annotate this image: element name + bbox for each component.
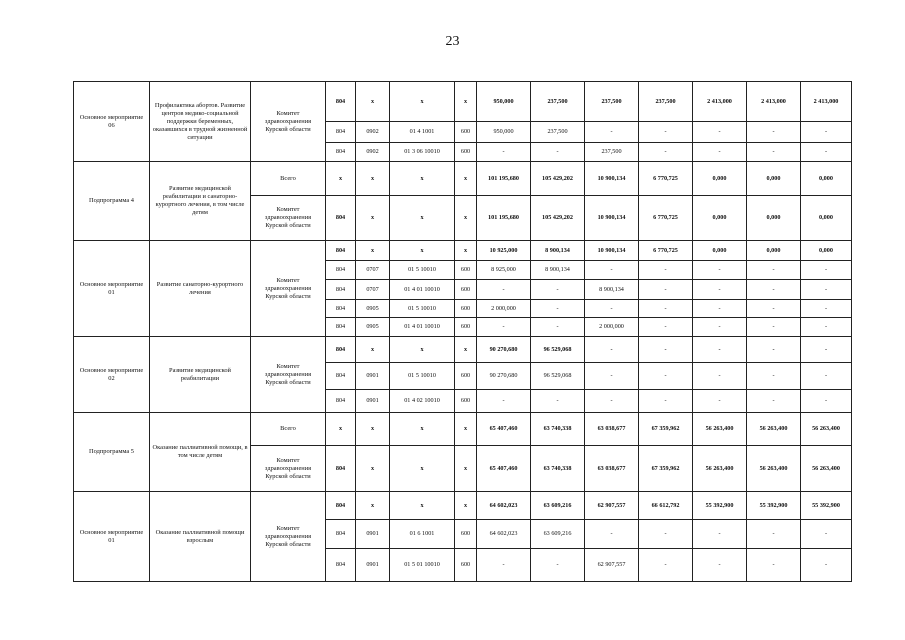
- table-row: [74, 241, 852, 261]
- amount-cell: 56 263,400: [801, 446, 852, 492]
- program-level-cell: Основное мероприятие 06: [74, 82, 150, 162]
- grbs-cell: 804: [326, 337, 356, 363]
- rz-pr-cell: 0707: [356, 261, 390, 280]
- amount-cell: -: [477, 549, 531, 582]
- executor-cell: Комитет здравоохранения Курской области: [251, 241, 326, 337]
- csr-cell: x: [390, 446, 455, 492]
- amount-cell: -: [801, 318, 852, 337]
- amount-cell: 67 359,962: [639, 446, 693, 492]
- amount-cell: 63 740,338: [531, 446, 585, 492]
- rz-pr-cell: x: [356, 337, 390, 363]
- amount-cell: 63 609,216: [531, 520, 585, 549]
- amount-cell: -: [801, 143, 852, 162]
- rz-pr-cell: x: [356, 162, 390, 196]
- amount-cell: 56 263,400: [693, 446, 747, 492]
- amount-cell: -: [639, 300, 693, 318]
- rz-pr-cell: x: [356, 196, 390, 241]
- program-name-cell: Оказание паллиативной помощи, в том числе детям: [150, 413, 251, 492]
- program-level-cell: Подпрограмма 4: [74, 162, 150, 241]
- table-row: [74, 162, 852, 196]
- amount-cell: -: [693, 122, 747, 143]
- csr-cell: 01 5 01 10010: [390, 549, 455, 582]
- rz-pr-cell: 0901: [356, 549, 390, 582]
- amount-cell: 8 900,134: [585, 280, 639, 300]
- executor-cell: Комитет здравоохранения Курской области: [251, 446, 326, 492]
- amount-cell: -: [693, 143, 747, 162]
- amount-cell: -: [747, 363, 801, 390]
- amount-cell: -: [585, 122, 639, 143]
- amount-cell: 237,500: [639, 82, 693, 122]
- amount-cell: -: [585, 520, 639, 549]
- amount-cell: -: [531, 390, 585, 413]
- amount-cell: 96 529,068: [531, 337, 585, 363]
- amount-cell: 237,500: [585, 82, 639, 122]
- amount-cell: -: [477, 318, 531, 337]
- amount-cell: 8 925,000: [477, 261, 531, 280]
- amount-cell: -: [585, 337, 639, 363]
- amount-cell: -: [801, 549, 852, 582]
- amount-cell: -: [639, 122, 693, 143]
- amount-cell: 237,500: [531, 122, 585, 143]
- vr-cell: 600: [455, 363, 477, 390]
- amount-cell: 6 770,725: [639, 241, 693, 261]
- amount-cell: 0,000: [693, 241, 747, 261]
- rz-pr-cell: 0707: [356, 280, 390, 300]
- amount-cell: -: [801, 337, 852, 363]
- program-name-cell: Профилактика абортов. Развитие центров медико-социальной поддержки беременных, оказавшихся в трудной жизненной ситуации: [150, 82, 251, 162]
- vr-cell: 600: [455, 300, 477, 318]
- vr-cell: x: [455, 446, 477, 492]
- csr-cell: 01 3 06 10010: [390, 143, 455, 162]
- csr-cell: x: [390, 241, 455, 261]
- amount-cell: -: [693, 318, 747, 337]
- csr-cell: x: [390, 162, 455, 196]
- csr-cell: x: [390, 196, 455, 241]
- amount-cell: 90 270,680: [477, 363, 531, 390]
- amount-cell: -: [477, 143, 531, 162]
- amount-cell: -: [747, 390, 801, 413]
- amount-cell: -: [531, 318, 585, 337]
- amount-cell: -: [693, 520, 747, 549]
- vr-cell: x: [455, 82, 477, 122]
- rz-pr-cell: 0905: [356, 300, 390, 318]
- rz-pr-cell: x: [356, 413, 390, 446]
- amount-cell: 8 900,134: [531, 261, 585, 280]
- grbs-cell: 804: [326, 122, 356, 143]
- amount-cell: -: [639, 390, 693, 413]
- csr-cell: 01 5 10010: [390, 261, 455, 280]
- amount-cell: -: [747, 122, 801, 143]
- amount-cell: -: [747, 520, 801, 549]
- amount-cell: -: [531, 280, 585, 300]
- amount-cell: -: [639, 261, 693, 280]
- page-number: 23: [445, 34, 460, 49]
- csr-cell: 01 4 1001: [390, 122, 455, 143]
- csr-cell: x: [390, 492, 455, 520]
- csr-cell: x: [390, 413, 455, 446]
- program-level-cell: Основное мероприятие 02: [74, 337, 150, 413]
- vr-cell: x: [455, 196, 477, 241]
- grbs-cell: 804: [326, 280, 356, 300]
- amount-cell: 65 407,460: [477, 446, 531, 492]
- program-name-cell: Развитие медицинской реабилитации и санаторно-курортного лечения, в том числе детям: [150, 162, 251, 241]
- amount-cell: 56 263,400: [747, 446, 801, 492]
- grbs-cell: x: [326, 162, 356, 196]
- grbs-cell: 804: [326, 82, 356, 122]
- amount-cell: 10 900,134: [585, 241, 639, 261]
- program-name-cell: Развитие медицинской реабилитации: [150, 337, 251, 413]
- vr-cell: 600: [455, 143, 477, 162]
- amount-cell: -: [477, 390, 531, 413]
- amount-cell: 950,000: [477, 122, 531, 143]
- amount-cell: 950,000: [477, 82, 531, 122]
- amount-cell: -: [801, 363, 852, 390]
- amount-cell: -: [693, 300, 747, 318]
- grbs-cell: 804: [326, 318, 356, 337]
- rz-pr-cell: 0902: [356, 143, 390, 162]
- amount-cell: -: [477, 280, 531, 300]
- rz-pr-cell: x: [356, 446, 390, 492]
- csr-cell: x: [390, 337, 455, 363]
- amount-cell: 62 907,557: [585, 549, 639, 582]
- grbs-cell: 804: [326, 300, 356, 318]
- grbs-cell: 804: [326, 363, 356, 390]
- amount-cell: 2 413,000: [747, 82, 801, 122]
- amount-cell: -: [747, 337, 801, 363]
- amount-cell: -: [747, 300, 801, 318]
- grbs-cell: 804: [326, 196, 356, 241]
- vr-cell: 600: [455, 280, 477, 300]
- amount-cell: -: [585, 363, 639, 390]
- amount-cell: 0,000: [801, 241, 852, 261]
- amount-cell: 101 195,680: [477, 196, 531, 241]
- table-body: [74, 82, 852, 582]
- grbs-cell: x: [326, 413, 356, 446]
- amount-cell: -: [693, 280, 747, 300]
- amount-cell: 55 392,900: [801, 492, 852, 520]
- rz-pr-cell: x: [356, 492, 390, 520]
- vr-cell: 600: [455, 122, 477, 143]
- amount-cell: 56 263,400: [747, 413, 801, 446]
- csr-cell: 01 4 01 10010: [390, 280, 455, 300]
- csr-cell: 01 5 10010: [390, 363, 455, 390]
- grbs-cell: 804: [326, 261, 356, 280]
- grbs-cell: 804: [326, 520, 356, 549]
- amount-cell: -: [801, 390, 852, 413]
- vr-cell: 600: [455, 549, 477, 582]
- amount-cell: -: [693, 363, 747, 390]
- program-name-cell: Оказание паллиативной помощи взрослым: [150, 492, 251, 582]
- csr-cell: 01 5 10010: [390, 300, 455, 318]
- amount-cell: 96 529,068: [531, 363, 585, 390]
- amount-cell: -: [693, 261, 747, 280]
- amount-cell: 8 900,134: [531, 241, 585, 261]
- amount-cell: -: [801, 280, 852, 300]
- csr-cell: 01 6 1001: [390, 520, 455, 549]
- amount-cell: -: [585, 390, 639, 413]
- amount-cell: 66 612,792: [639, 492, 693, 520]
- amount-cell: 10 925,000: [477, 241, 531, 261]
- amount-cell: -: [585, 261, 639, 280]
- amount-cell: 2 000,000: [477, 300, 531, 318]
- amount-cell: 105 429,202: [531, 196, 585, 241]
- program-name-cell: Развитие санаторно-курортного лечения: [150, 241, 251, 337]
- executor-cell: Комитет здравоохранения Курской области: [251, 82, 326, 162]
- table-row: [74, 337, 852, 363]
- amount-cell: -: [531, 300, 585, 318]
- amount-cell: 55 392,900: [693, 492, 747, 520]
- executor-cell: Комитет здравоохранения Курской области: [251, 337, 326, 413]
- rz-pr-cell: 0902: [356, 122, 390, 143]
- amount-cell: -: [693, 390, 747, 413]
- executor-cell: Всего: [251, 162, 326, 196]
- amount-cell: 10 900,134: [585, 196, 639, 241]
- vr-cell: x: [455, 413, 477, 446]
- grbs-cell: 804: [326, 492, 356, 520]
- program-level-cell: Подпрограмма 5: [74, 413, 150, 492]
- amount-cell: -: [639, 520, 693, 549]
- rz-pr-cell: x: [356, 241, 390, 261]
- amount-cell: 63 038,677: [585, 413, 639, 446]
- table-row: [74, 82, 852, 122]
- csr-cell: 01 4 02 10010: [390, 390, 455, 413]
- amount-cell: -: [801, 520, 852, 549]
- amount-cell: -: [747, 261, 801, 280]
- amount-cell: -: [639, 363, 693, 390]
- amount-cell: 62 907,557: [585, 492, 639, 520]
- csr-cell: x: [390, 82, 455, 122]
- amount-cell: 0,000: [693, 196, 747, 241]
- amount-cell: 0,000: [801, 162, 852, 196]
- vr-cell: x: [455, 337, 477, 363]
- amount-cell: 63 609,216: [531, 492, 585, 520]
- amount-cell: -: [531, 143, 585, 162]
- amount-cell: -: [747, 549, 801, 582]
- amount-cell: 2 000,000: [585, 318, 639, 337]
- grbs-cell: 804: [326, 143, 356, 162]
- csr-cell: 01 4 01 10010: [390, 318, 455, 337]
- amount-cell: -: [531, 549, 585, 582]
- rz-pr-cell: 0901: [356, 390, 390, 413]
- amount-cell: 237,500: [585, 143, 639, 162]
- vr-cell: x: [455, 241, 477, 261]
- amount-cell: -: [693, 337, 747, 363]
- executor-cell: Комитет здравоохранения Курской области: [251, 196, 326, 241]
- budget-table: [73, 81, 852, 582]
- amount-cell: 6 770,725: [639, 196, 693, 241]
- amount-cell: 65 407,460: [477, 413, 531, 446]
- vr-cell: 600: [455, 520, 477, 549]
- amount-cell: 63 740,338: [531, 413, 585, 446]
- amount-cell: -: [639, 549, 693, 582]
- amount-cell: 105 429,202: [531, 162, 585, 196]
- executor-cell: Комитет здравоохранения Курской области: [251, 492, 326, 582]
- program-level-cell: Основное мероприятие 01: [74, 492, 150, 582]
- program-level-cell: Основное мероприятие 01: [74, 241, 150, 337]
- amount-cell: 64 602,023: [477, 520, 531, 549]
- executor-cell: Всего: [251, 413, 326, 446]
- rz-pr-cell: 0901: [356, 520, 390, 549]
- amount-cell: 10 900,134: [585, 162, 639, 196]
- amount-cell: -: [747, 143, 801, 162]
- table-row: [74, 492, 852, 520]
- amount-cell: 56 263,400: [801, 413, 852, 446]
- rz-pr-cell: x: [356, 82, 390, 122]
- amount-cell: -: [747, 318, 801, 337]
- grbs-cell: 804: [326, 549, 356, 582]
- amount-cell: -: [639, 318, 693, 337]
- amount-cell: 2 413,000: [693, 82, 747, 122]
- vr-cell: x: [455, 492, 477, 520]
- amount-cell: 56 263,400: [693, 413, 747, 446]
- amount-cell: 0,000: [747, 196, 801, 241]
- amount-cell: 0,000: [801, 196, 852, 241]
- amount-cell: 237,500: [531, 82, 585, 122]
- rz-pr-cell: 0901: [356, 363, 390, 390]
- amount-cell: 0,000: [747, 241, 801, 261]
- amount-cell: 101 195,680: [477, 162, 531, 196]
- grbs-cell: 804: [326, 241, 356, 261]
- table-row: [74, 413, 852, 446]
- amount-cell: 2 413,000: [801, 82, 852, 122]
- amount-cell: 63 038,677: [585, 446, 639, 492]
- grbs-cell: 804: [326, 446, 356, 492]
- amount-cell: -: [801, 300, 852, 318]
- amount-cell: 90 270,680: [477, 337, 531, 363]
- rz-pr-cell: 0905: [356, 318, 390, 337]
- amount-cell: 67 359,962: [639, 413, 693, 446]
- vr-cell: 600: [455, 390, 477, 413]
- amount-cell: 0,000: [747, 162, 801, 196]
- amount-cell: -: [639, 280, 693, 300]
- amount-cell: -: [639, 143, 693, 162]
- amount-cell: -: [747, 280, 801, 300]
- amount-cell: 55 392,900: [747, 492, 801, 520]
- amount-cell: -: [585, 300, 639, 318]
- amount-cell: -: [801, 261, 852, 280]
- vr-cell: 600: [455, 261, 477, 280]
- amount-cell: -: [801, 122, 852, 143]
- vr-cell: 600: [455, 318, 477, 337]
- amount-cell: 0,000: [693, 162, 747, 196]
- amount-cell: 64 602,023: [477, 492, 531, 520]
- grbs-cell: 804: [326, 390, 356, 413]
- amount-cell: -: [639, 337, 693, 363]
- vr-cell: x: [455, 162, 477, 196]
- amount-cell: -: [693, 549, 747, 582]
- amount-cell: 6 770,725: [639, 162, 693, 196]
